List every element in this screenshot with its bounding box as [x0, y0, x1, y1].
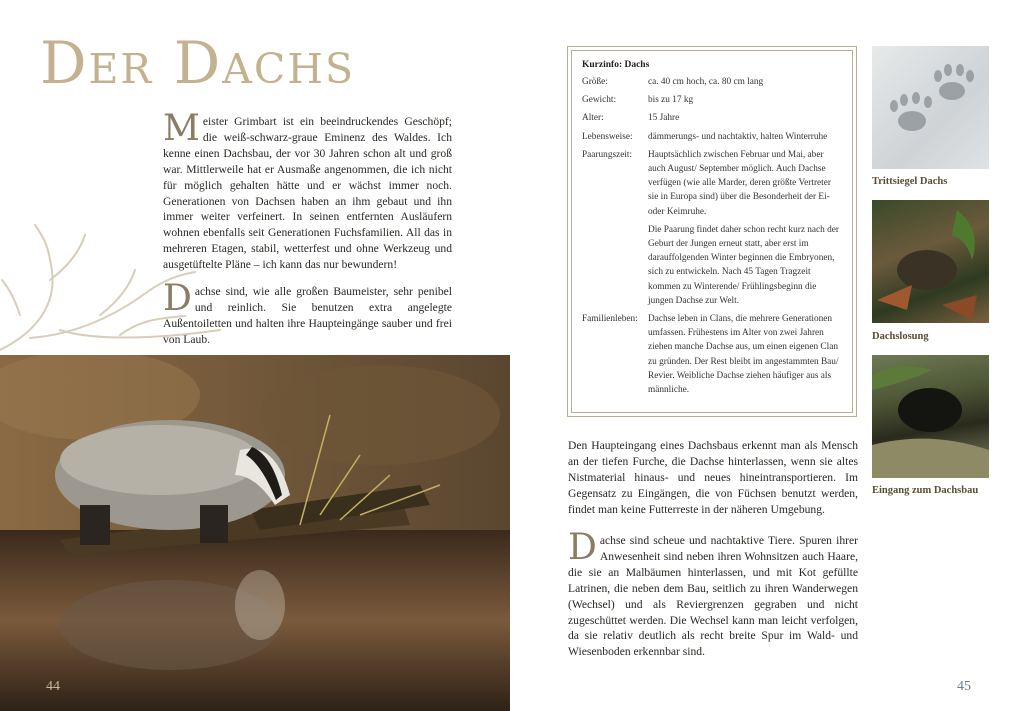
footprint-illustration [872, 46, 989, 169]
fact-box-inner [571, 50, 853, 413]
paragraph-text: achse sind scheue und nachtaktive Tiere. Spuren ihrer Anwesenheit sind neben ihren Wohnsitzen auch Haare, die sie an Malbäumen hinterlassen, und mit Kot gefüllte Latrinen, die neben dem Bau, seitlich zu ihren Wanderwegen (Wechsel) und als Reviergrenzen gegraben und nicht zugeschüttet werden. Die Wechsel kann man leicht verfolgen, da sie relativ deutlich als recht breite Spur im Wald- und Wiesenboden erkennbar sind. [568, 534, 858, 659]
caption-burrow-entrance: Eingang zum Dachsbau [872, 485, 979, 496]
fact-value [648, 111, 842, 129]
fact-row-age [582, 111, 842, 129]
fact-label: Lebensweise: [582, 131, 633, 142]
page-number: 44 [46, 679, 60, 694]
fact-value [648, 148, 842, 312]
fact-value [648, 130, 842, 148]
page-title: Der Dachs [40, 29, 356, 97]
fact-value [648, 75, 842, 93]
page-number: 45 [957, 679, 971, 694]
dropcap: D [163, 278, 192, 319]
paragraph-text: eister Grimbart ist ein beeindruckendes Geschöpf; die weiß-schwarz-graue Eminenz des Waldes. Ich kenne einen Dachsbau, der vor 30 Jahren schon alt und groß war. Mittlerweile hat er Ausmaße angenommen, die ich nicht für möglich gehalten hätte und er wächst immer noch. Generationen von Dachsen haben an ihm gebaut und ihn immer weiter verfeinert. In seinen entfernten Ausläufern wohnen ebenfalls seit Generationen Fuchsfamilien. All das in mehreren Etagen, stabil, wetterfest und ohne Werkzeug und ausgetüftelte Pläne – ich kann das nur bewundern! [163, 115, 452, 272]
burrow-illustration [872, 355, 989, 478]
paragraph-text: achse sind, wie alle großen Baumeister, sehr penibel und reinlich. Sie benutzen extra angelegte Außentoiletten und halten ihre Haupteingänge sauber und frei von Laub. [163, 285, 452, 346]
fact-value-text: bis zu 17 kg [648, 95, 694, 106]
fact-value [648, 312, 842, 401]
badger-photo [0, 355, 510, 711]
caption-footprint: Trittsiegel Dachs [872, 176, 948, 187]
fact-row-weight [582, 93, 842, 111]
fact-row-size [582, 75, 842, 93]
fact-label: Größe: [582, 77, 608, 87]
fact-row-lifestyle [582, 130, 842, 148]
fact-label: Alter: [582, 113, 604, 124]
fact-value-text: Hauptsächlich zwischen Februar und Mai, aber auch August/ September möglich. Auch Dachse verfügen (wie alle Marder, deren größte Vertreter sie in Europa sind) über die Besonderheit der Ei- oder Keimruhe. [648, 149, 831, 217]
fact-box-title: Kurzinfo: Dachs [582, 60, 650, 70]
traces-paragraph [568, 527, 858, 660]
fact-value-text: ca. 40 cm hoch, ca. 80 cm lang [648, 77, 764, 87]
fact-value-text: Dachse leben in Clans, die mehrere Generationen umfassen. Frühestens im Alter von zwei Jahren ziehen manche Dachse aus, um einen eigenen Clan zu gründen. Der Rest bleibt im angestammten Bau/ Revier. Weibliche Dachse ziehen häufiger aus als männliche. [648, 314, 839, 396]
fact-label: Paarungszeit: [582, 149, 633, 160]
burrow-entrance-photo [872, 355, 989, 478]
droppings-photo [872, 200, 989, 323]
fact-value-text: dämmerungs- und nachtaktiv, halten Winterruhe [648, 131, 828, 142]
caption-droppings: Dachslosung [872, 331, 929, 342]
entrance-paragraph: Den Haupteingang eines Dachsbaus erkennt man als Mensch an der tiefen Furche, die Dachse hinterlassen, wenn sie altes Nistmaterial hinaus- und neues hineintransportieren. Im Gegensatz zu Eingängen, die von Füchsen benutzt werden, findet man keine Futterreste in der näheren Umgebung. [568, 439, 858, 516]
dropcap: D [568, 527, 597, 568]
fact-label: Familienleben: [582, 314, 638, 325]
fact-value [648, 93, 842, 111]
footprint-photo [872, 46, 989, 169]
cleanliness-paragraph [163, 278, 452, 348]
fact-row-family [582, 312, 842, 401]
fact-label: Gewicht: [582, 95, 617, 106]
badger-illustration [0, 355, 510, 711]
fact-box [567, 46, 857, 417]
fact-row-mating [582, 148, 842, 312]
fact-value-text: Die Paarung findet daher schon recht kurz nach der Geburt der Jungen erneut statt, aber erst im darauffolgenden Winter beginnen die Embryonen, sich zu entwickeln. Nach 45 Tagen Tragzeit kommen zu Winterende/ Frühlingsbeginn die jungen Dachse zur Welt. [648, 224, 840, 306]
intro-paragraph [163, 108, 452, 273]
droppings-illustration [872, 200, 989, 323]
fact-value-text: 15 Jahre [648, 113, 680, 124]
dropcap: M [163, 108, 200, 149]
